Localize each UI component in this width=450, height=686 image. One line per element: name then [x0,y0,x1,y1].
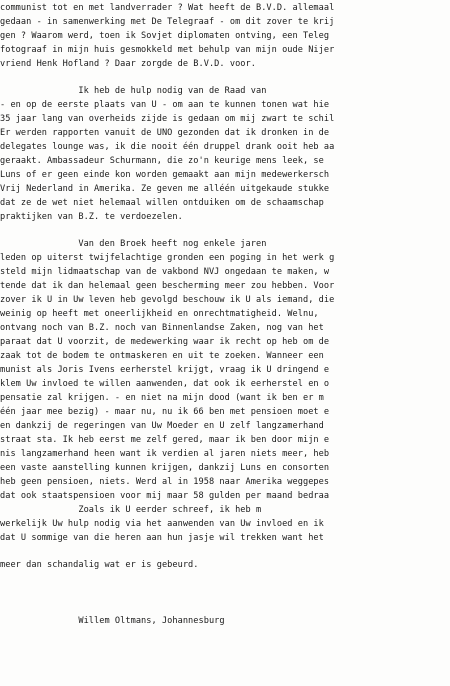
text-line: geraakt. Ambassadeur Schurmann, die zo'n keurige mens leek, se [0,156,324,166]
text-line: praktijken van B.Z. te verdoezelen. [0,212,183,222]
text-line: Zoals ik U eerder schreef, ik heb m [0,505,262,515]
text-line: munist als Joris Ivens eerherstel krijgt, vraag ik U dringend e [0,365,330,375]
text-line: heb geen pensioen, niets. Werd al in 1958 naar Amerika weggepes [0,477,330,487]
signature-line: Willem Oltmans, Johannesburg [0,616,225,626]
text-line: Ik heb de hulp nodig van de Raad van [0,86,267,96]
text-line: Er werden rapporten vanuit de UNO gezonden dat ik dronken in de [0,128,330,138]
text-line: ontvang noch van B.Z. noch van Binnenlandse Zaken, nog van het [0,323,324,333]
text-line: en dankzij de regeringen van Uw Moeder en U zelf langzamerhand [0,421,324,431]
text-line: één jaar mee bezig) - maar nu, nu ik 66 ben met pensioen moet e [0,407,330,417]
text-line: dat ze de wet niet helemaal willen ontduiken om de schaamschap [0,198,324,208]
text-line: tende dat ik dan helemaal geen bescherming meer zou hebben. Voor [0,281,335,291]
text-line: pensatie zal krijgen. - en niet na mijn dood (want ik ben er m [0,393,324,403]
text-line: Vrij Nederland in Amerika. Ze geven me alléén uitgekaude stukke [0,184,330,194]
text-line: 35 jaar lang van overheids zijde is gedaan om mij zwart te schil [0,114,335,124]
text-line: nis langzamerhand heen want ik verdien al jaren niets meer, heb [0,449,330,459]
text-line: delegates lounge was, ik die nooit één druppel drank ooit heb aa [0,142,335,152]
text-line: Luns of er geen einde kon worden gemaakt aan mijn medewerkersch [0,170,330,180]
text-line: weinig op heeft met oneerlijkheid en onrechtmatigheid. Welnu, [0,309,319,319]
text-line: - en op de eerste plaats van U - om aan te kunnen tonen wat hie [0,100,330,110]
text-line: straat sta. Ik heb eerst me zelf gered, maar ik ben door mijn e [0,435,330,445]
text-line: werkelijk Uw hulp nodig via het aanwenden van Uw invloed en ik [0,519,324,529]
text-line: zover ik U in Uw leven heb gevolgd beschouw ik U als iemand, die [0,295,335,305]
text-line: gen ? Waarom werd, toen ik Sovjet diplomaten ontving, een Teleg [0,31,330,41]
text-line: vriend Henk Hofland ? Daar zorgde de B.V.D. voor. [0,59,256,69]
text-line: paraat dat U voorzit, de medewerking waar ik recht op heb om de [0,337,330,347]
text-line: zaak tot de bodem te ontmaskeren en uit te zoeken. Wanneer een [0,351,324,361]
text-line: meer dan schandalig wat er is gebeurd. [0,560,199,570]
text-line: steld mijn lidmaatschap van de vakbond NVJ ongedaan te maken, w [0,267,330,277]
text-line: Van den Broek heeft nog enkele jaren [0,239,267,249]
text-line: klem Uw invloed te willen aanwenden, dat ook ik eerherstel en o [0,379,330,389]
text-line: communist tot en met landverrader ? Wat heeft de B.V.D. allemaal [0,3,335,13]
text-line: fotograaf in mijn huis gesmokkeld met behulp van mijn oude Nijer [0,45,335,55]
text-line: leden op uiterst twijfelachtige gronden een poging in het werk g [0,253,335,263]
text-line: een vaste aanstelling kunnen krijgen, dankzij Luns en consorten [0,463,330,473]
text-line: gedaan - in samenwerking met De Telegraaf - om dit zover te krij [0,17,335,27]
text-line: dat U sommige van die heren aan hun jasje wil trekken want het [0,533,324,543]
text-line: dat ook staatspensioen voor mij maar 58 gulden per maand bedraa [0,491,330,501]
